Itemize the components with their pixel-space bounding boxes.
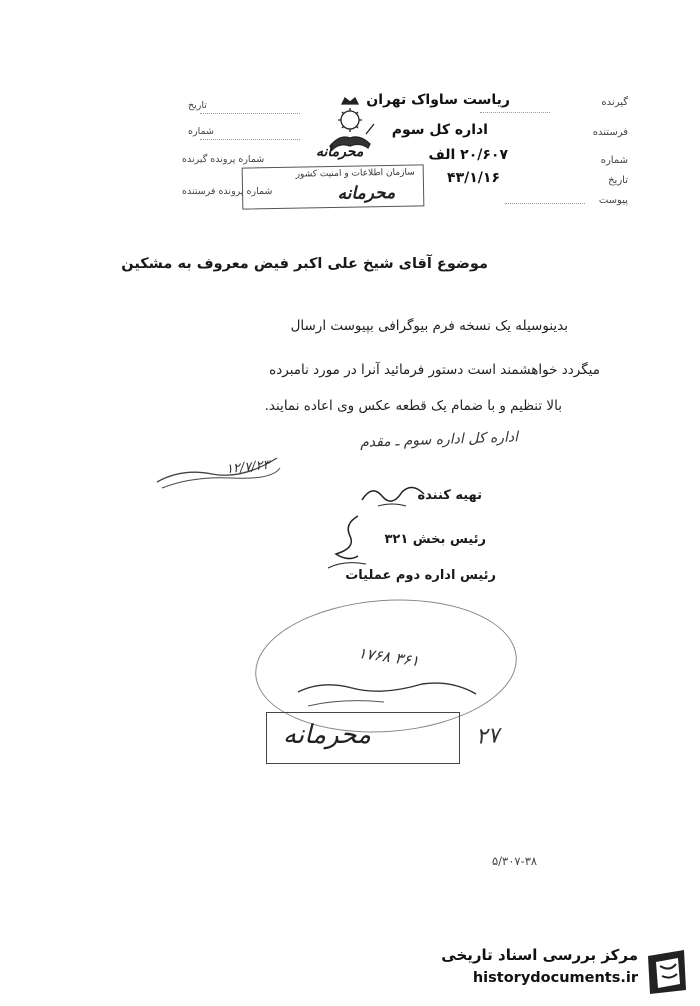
attachment-label: پیوست bbox=[598, 195, 628, 206]
left-sender-file-label: شماره پرونده فرستنده bbox=[182, 186, 273, 197]
organization-stamp bbox=[242, 164, 425, 209]
footer-document-code: ۵/۳۰۷-۳۸ bbox=[492, 854, 538, 868]
left-recipient-file-label: شماره پرونده گیرنده bbox=[182, 154, 265, 165]
handwritten-note: اداره کل اداره سوم ـ مقدم bbox=[359, 429, 519, 451]
stamp-org-text: سازمان اطلاعات و امنیت کشور bbox=[295, 167, 415, 180]
prepared-by: تهیه کننده bbox=[417, 488, 482, 503]
archive-watermark bbox=[406, 944, 696, 1000]
number-label: شماره bbox=[600, 155, 628, 166]
left-number-label: شماره bbox=[188, 126, 214, 137]
number-value: ۲۰/۶۰۷ الف bbox=[428, 147, 508, 163]
confidential-stamp-text: محرمانه bbox=[283, 720, 372, 750]
emblem-caption: محرمانه bbox=[316, 144, 364, 160]
watermark-title: مرکز بررسی اسناد تاریخی bbox=[441, 946, 638, 964]
stamp-confidential-text: محرمانه bbox=[337, 182, 396, 204]
dotted-line bbox=[200, 139, 300, 140]
signature-scribble-icon bbox=[358, 478, 428, 512]
handwritten-ref: ۱۲/۷/۲۳ bbox=[225, 457, 271, 478]
subject-line: موضوع آقای شیخ علی اکبر فیض معروف به مشکین bbox=[121, 256, 488, 272]
sender-value: اداره کل سوم bbox=[391, 122, 488, 138]
archive-logo-icon bbox=[644, 946, 690, 996]
recipient-label: گیرنده bbox=[601, 97, 628, 108]
watermark-url: historydocuments.ir bbox=[472, 970, 638, 986]
body-line-1: بدینوسیله یک نسخه فرم بیوگرافی بپیوست ارسال bbox=[290, 318, 568, 334]
stamp-scribble-icon bbox=[292, 662, 482, 714]
sender-label: فرستنده bbox=[592, 127, 628, 138]
dotted-line bbox=[200, 113, 300, 114]
confidential-stamp-box bbox=[266, 712, 460, 764]
body-line-2: میگردد خواهشمند است دستور فرمائید آنرا در مورد نامبرده bbox=[269, 362, 600, 378]
stamp-box-number: ۲۷ bbox=[475, 723, 501, 750]
body-line-3: بالا تنظیم و با ضمام یک قطعه عکس وی اعاده نمایند. bbox=[264, 398, 562, 414]
signature-scribble-icon bbox=[318, 512, 378, 574]
dotted-line bbox=[480, 112, 550, 113]
department-head: رئیس اداره دوم عملیات bbox=[345, 568, 496, 583]
date-value: ۴۳/۱/۱۶ bbox=[447, 170, 500, 186]
recipient-value: ریاست ساواک تهران bbox=[366, 92, 510, 108]
date-label: تاریخ bbox=[608, 175, 628, 186]
section-head: رئیس بخش ۳۲۱ bbox=[384, 532, 486, 547]
dotted-line bbox=[505, 203, 585, 204]
left-date-label: تاریخ bbox=[188, 100, 207, 111]
stamp-number-small: ۳۶۱ ۱۷۶۸ bbox=[357, 643, 421, 671]
